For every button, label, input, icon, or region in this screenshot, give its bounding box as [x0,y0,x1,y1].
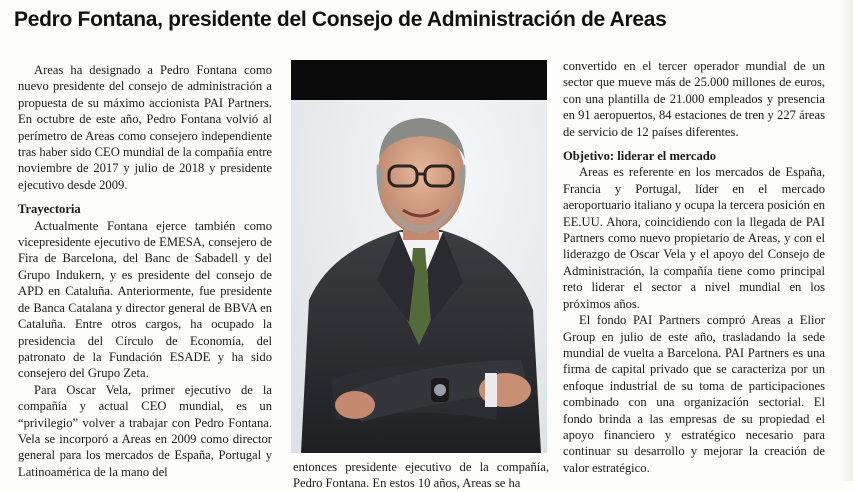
section-heading: Objetivo: liderar el mercado [563,149,717,164]
paragraph: convertido en el tercer operador mundial de un sector que mueve más de 25.000 millones de euros, con una plantilla de 21.000 empleados y presencia en 91 aeropuertos, 84 estaciones de tren y 227 áreas de servicio de 12 países diferentes. [563,59,825,139]
paragraph: entonces presidente ejecutivo de la compañía, Pedro Fontana. En estos 10 años, Areas se ha [293,460,549,491]
portrait-photo [291,60,547,453]
paragraph: Areas es referente en los mercados de España, Francia y Portugal, líder en el mercado aeroportuario italiano y ocupa la tercera posición en EE.UU. Ahora, coincidiendo con la llegada de PAI Partners como nuevo propietario de Areas, y con el liderazgo de Oscar Vela y el apoyo del Consejo de Administración, la compañía tiene como principal reto liderar el sector a nivel mundial en los próximos años. [563,165,825,311]
article-headline: Pedro Fontana, presidente del Consejo de Administración de Areas [14,8,667,31]
paragraph: Actualmente Fontana ejerce también como vicepresidente ejecutivo de EMESA, consejero de Fira de Barcelona, del Banc de Sabadell y del Grupo Indukern, y es presidente del consejo de APD en Cataluña. Anteriormente, fue presidente de Banca Catalana y director general de BBVA en Cataluña. Entre otros cargos, ha ocupado la presidencia del Círculo de Economía, del patronato de la Fundación ESADE y ha sido consejero del Grupo Zeta. [18,218,272,381]
text-column-1 [18,62,272,480]
page-edge [841,0,853,481]
paragraph: Para Oscar Vela, primer ejecutivo de la compañía y actual CEO mundial, es un “privilegio” volver a trabajar con Pedro Fontana. Vela se incorporó a Areas en 2009 como director general para los mercados de España, Portugal y Latinoamérica de la mano del [18,382,272,479]
paragraph: El fondo PAI Partners compró Areas a Elior Group en julio de este año, trasladando la sede mundial de vuelta a Barcelona. PAI Partners es una firma de capital privado que se caracteriza por un enfoque industrial de su toma de participaciones combinado con una organización sectorial. El fondo brinda a las empresas de su propiedad el apoyo financiero y estratégico necesario para continuar su desarrollo y mejorar la creación de valor estratégico. [563,313,825,475]
text-column-2 [293,459,549,492]
paragraph: Areas ha designado a Pedro Fontana como nuevo presidente del consejo de administración a propuesta de su máximo accionista PAI Partners. En octubre de este año, Pedro Fontana volvió al perímetro de Areas como consejero independiente tras haber sido CEO mundial de la compañía entre noviembre de 2017 y julio de 2018 y presidente ejecutivo desde 2009. [18,63,272,192]
section-heading: Trayectoria [18,202,81,217]
text-column-3 [563,58,825,476]
portrait-illustration [291,60,547,453]
